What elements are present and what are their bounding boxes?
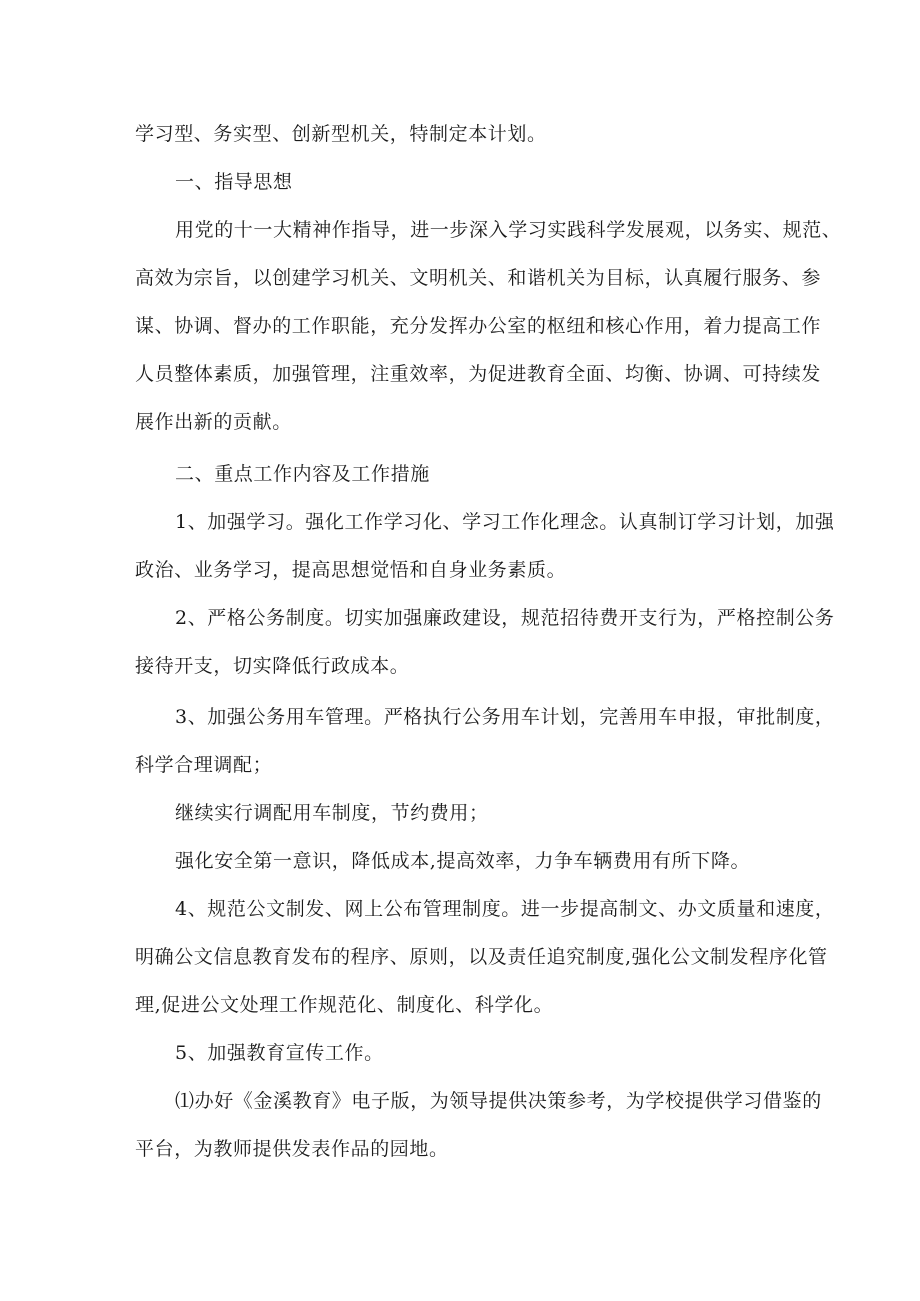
text-line: 平台，为教师提供发表作品的园地。 (135, 1138, 449, 1160)
text-line: 继续实行调配用车制度，节约费用； (175, 802, 489, 824)
text-line: 人员整体素质，加强管理，注重效率，为促进教育全面、均衡、协调、可持续发 (135, 363, 822, 385)
text-line: 强化安全第一意识，降低成本,提高效率，力争车辆费用有所下降。 (175, 850, 751, 872)
text-line: 展作出新的贡献。 (135, 411, 292, 433)
section-heading: 一、指导思想 (175, 171, 293, 193)
text-line: 4、规范公文制发、网上公布管理制度。进一步提高制文、办文质量和速度， (175, 898, 835, 920)
text-line: 接待开支，切实降低行政成本。 (135, 655, 410, 677)
text-line: 3、加强公务用车管理。严格执行公务用车计划，完善用车申报，审批制度， (175, 706, 835, 728)
text-line: 1、加强学习。强化工作学习化、学习工作化理念。认真制订学习计划，加强 (175, 511, 835, 533)
text-line: ⑴办好《金溪教育》电子版，为领导提供决策参考，为学校提供学习借鉴的 (175, 1090, 822, 1112)
text-line: 2、严格公务制度。切实加强廉政建设，规范招待费开支行为，严格控制公务 (175, 607, 835, 629)
text-line: 政治、业务学习，提高思想觉悟和自身业务素质。 (135, 559, 567, 581)
text-line: 理,促进公文处理工作规范化、制度化、科学化。 (135, 994, 554, 1016)
text-line: 学习型、务实型、创新型机关，特制定本计划。 (135, 123, 547, 145)
text-line: 明确公文信息教育发布的程序、原则，以及责任追究制度,强化公文制发程序化管 (135, 946, 828, 968)
text-line: 高效为宗旨，以创建学习机关、文明机关、和谐机关为目标，认真履行服务、参 (135, 267, 822, 289)
text-line: 5、加强教育宣传工作。 (175, 1042, 384, 1064)
text-line: 用党的十一大精神作指导，进一步深入学习实践科学发展观，以务实、规范、 (175, 219, 842, 241)
text-line: 谋、协调、督办的工作职能，充分发挥办公室的枢纽和核心作用，着力提高工作 (135, 315, 822, 337)
text-line: 科学合理调配； (135, 754, 273, 776)
section-heading: 二、重点工作内容及工作措施 (175, 463, 430, 485)
